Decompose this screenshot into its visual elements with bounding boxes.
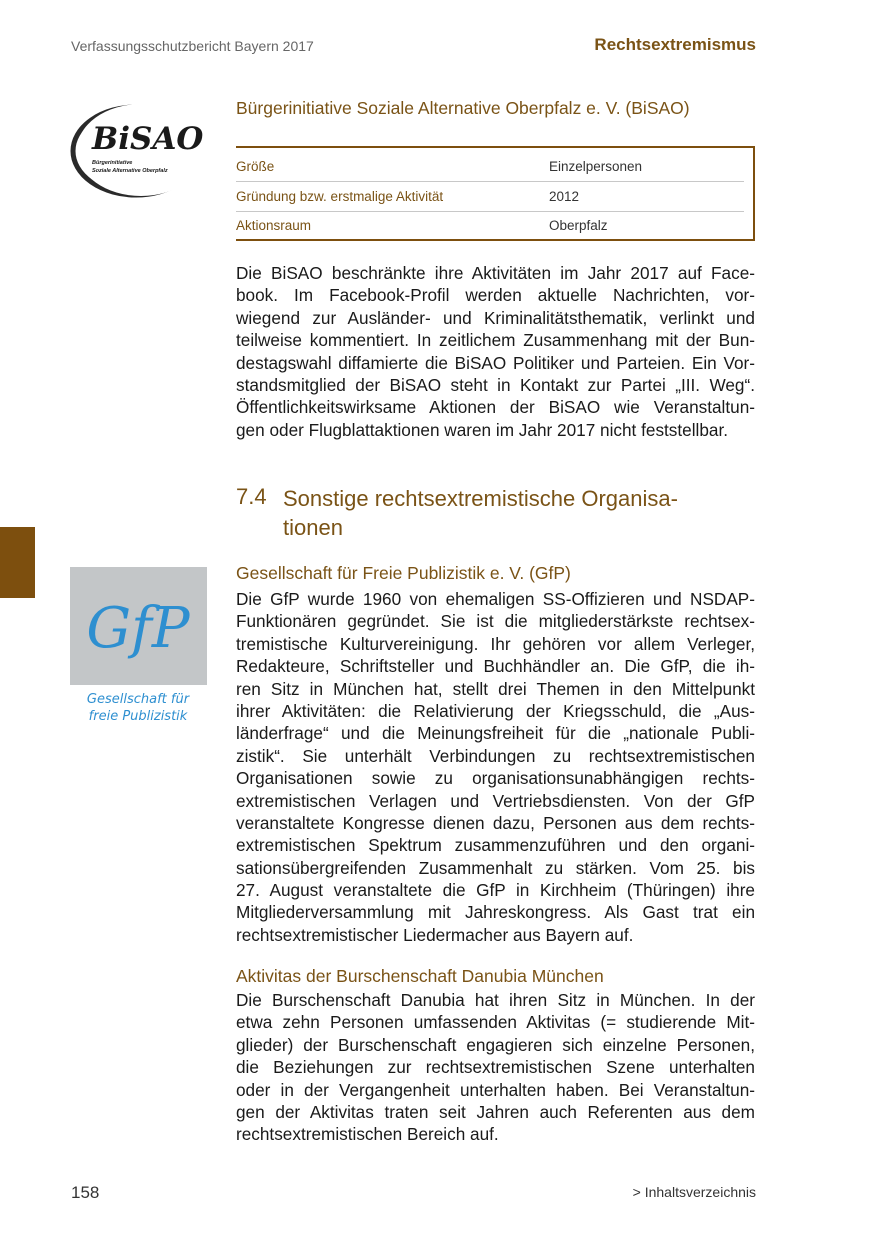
text-line: die Beziehungen zur rechtsextremistischen Szene unterhalten <box>236 1057 755 1078</box>
text-line: Die Burschenschaft Danubia hat ihren Sitz in München. In der <box>236 990 755 1010</box>
gfp-heading: Gesellschaft für Freie Publizistik e. V. (GfP) <box>236 563 571 583</box>
bisao-logo-subtext-2: Soziale Alternative Oberpfalz <box>92 168 168 174</box>
toc-link[interactable]: > Inhaltsverzeichnis <box>632 1184 756 1200</box>
text-line: Funktionären gegründet. Sie ist die mitgliederstärkste rechtsex- <box>236 611 755 632</box>
bisao-logo-graphic <box>70 99 207 200</box>
bisao-paragraph <box>236 262 755 441</box>
text-line: teilweise kommentiert. In zeitlichem Zusammenhang mit der Bun- <box>236 330 755 351</box>
bisao-logo-subtext-1: Bürgerinitiative <box>92 160 133 166</box>
text-line: standsmitglied der BiSAO steht in Kontakt zur Partei „III. Weg“. <box>236 374 755 395</box>
facts-row-area <box>236 211 744 240</box>
bisao-logo <box>70 99 207 200</box>
text-line: extremistischen Spektrum zusammenzuführen und den organi- <box>236 835 755 856</box>
text-line: gen der Aktivitas traten seit Jahren auch Referenten aus dem <box>236 1101 755 1122</box>
facts-row-founding <box>236 182 744 212</box>
text-line: gen oder Flugblattaktionen waren im Jahr 2017 nicht feststellbar. <box>236 419 729 440</box>
text-line: 27. August veranstaltete die GfP in Kirchheim (Thüringen) ihre <box>236 880 755 901</box>
chapter-title: Rechtsextremismus <box>594 35 756 54</box>
bisao-heading: Bürgerinitiative Soziale Alternative Oberpfalz e. V. (BiSAO) <box>236 98 690 118</box>
text-line: Organisationen sowie zu organisationsunabhängigen rechts- <box>236 768 755 789</box>
text-line: ihrer Aktivitäten: die Relativierung der Kriegsschuld, die „Aus- <box>236 700 755 721</box>
text-line: tremistische Kulturvereinigung. Ihr gehören vor allem Verleger, <box>236 633 755 654</box>
gfp-logo-mark: GfP <box>86 596 190 661</box>
text-line: extremistischen Verlagen und Vertriebsdiensten. Von der GfP <box>236 790 755 811</box>
facts-row-size <box>236 152 744 182</box>
gfp-logo-caption-1: Gesellschaft für <box>86 692 190 707</box>
text-line: book. Im Facebook-Profil werden aktuelle Nachrichten, vor- <box>236 285 755 306</box>
text-line: Öffentlichkeitswirksame Aktionen der BiSAO wie Veranstaltun- <box>236 397 755 418</box>
danubia-paragraph <box>236 989 755 1146</box>
facts-value: 2012 <box>549 189 580 204</box>
text-line: glieder) der Burschenschaft engagieren sich einzelne Personen, <box>236 1034 755 1055</box>
text-line: Die BiSAO beschränkte ihre Aktivitäten im Jahr 2017 auf Face- <box>236 263 755 283</box>
gfp-paragraph <box>236 588 755 946</box>
text-line: Die GfP wurde 1960 von ehemaligen SS-Offizieren und NSDAP- <box>236 589 755 609</box>
facts-label: Gründung bzw. erstmalige Aktivität <box>236 189 444 204</box>
running-header: Verfassungsschutzbericht Bayern 2017 <box>71 38 314 54</box>
text-line: etwa zehn Personen umfassenden Aktivitas (= studierende Mit- <box>236 1012 755 1033</box>
text-line: ren Sitz in München hat, stellt drei Themen in den Mittelpunkt <box>236 678 755 699</box>
danubia-heading: Aktivitas der Burschenschaft Danubia München <box>236 966 604 986</box>
text-line: rechtsextremistischen Bereich auf. <box>236 1124 499 1145</box>
section-title-line-2: tionen <box>283 515 343 540</box>
text-line: länderfrage“ und die Meinungsfreiheit für die „nationale Publi- <box>236 723 755 744</box>
gfp-logo <box>70 567 207 732</box>
text-line: rechtsextremistischer Liedermacher aus Bayern auf. <box>236 924 634 945</box>
text-line: oder in der Vergangenheit unterhalten haben. Bei Veranstaltun- <box>236 1079 755 1100</box>
text-line: wiegend zur Ausländer- und Kriminalitätsthematik, verlinkt und <box>236 307 755 328</box>
gfp-logo-caption-2: freie Publizistik <box>88 709 188 724</box>
bisao-facts-table <box>236 146 755 241</box>
facts-value: Oberpfalz <box>549 218 608 233</box>
text-line: destagswahl diffamierte die BiSAO Politiker und Parteien. Ein Vor- <box>236 352 755 373</box>
facts-label: Größe <box>236 159 275 174</box>
text-line: Redakteure, Schriftsteller und Buchhändler an. Die GfP, die ih- <box>236 656 755 677</box>
chapter-side-tab <box>0 527 35 598</box>
section-title-line-1: Sonstige rechtsextremistische Organisa- <box>283 486 678 511</box>
page-number: 158 <box>71 1183 100 1202</box>
facts-value: Einzelpersonen <box>549 159 643 174</box>
gfp-logo-graphic <box>70 567 207 732</box>
text-line: Mitgliederversammlung mit Jahreskongress. Als Gast trat ein <box>236 902 755 923</box>
section-number: 7.4 <box>236 484 267 509</box>
text-line: veranstaltete Kongresse dienen dazu, Personen aus dem rechts- <box>236 812 755 833</box>
text-line: zistik“. Sie unterhält Verbindungen zu rechtsextremistischen <box>236 745 755 766</box>
section-title <box>283 484 753 542</box>
text-line: sationsübergreifenden Zusammenhalt zu stärken. Vom 25. bis <box>236 857 755 878</box>
facts-label: Aktionsraum <box>236 218 312 233</box>
bisao-logo-text: BiSAO <box>92 121 204 157</box>
